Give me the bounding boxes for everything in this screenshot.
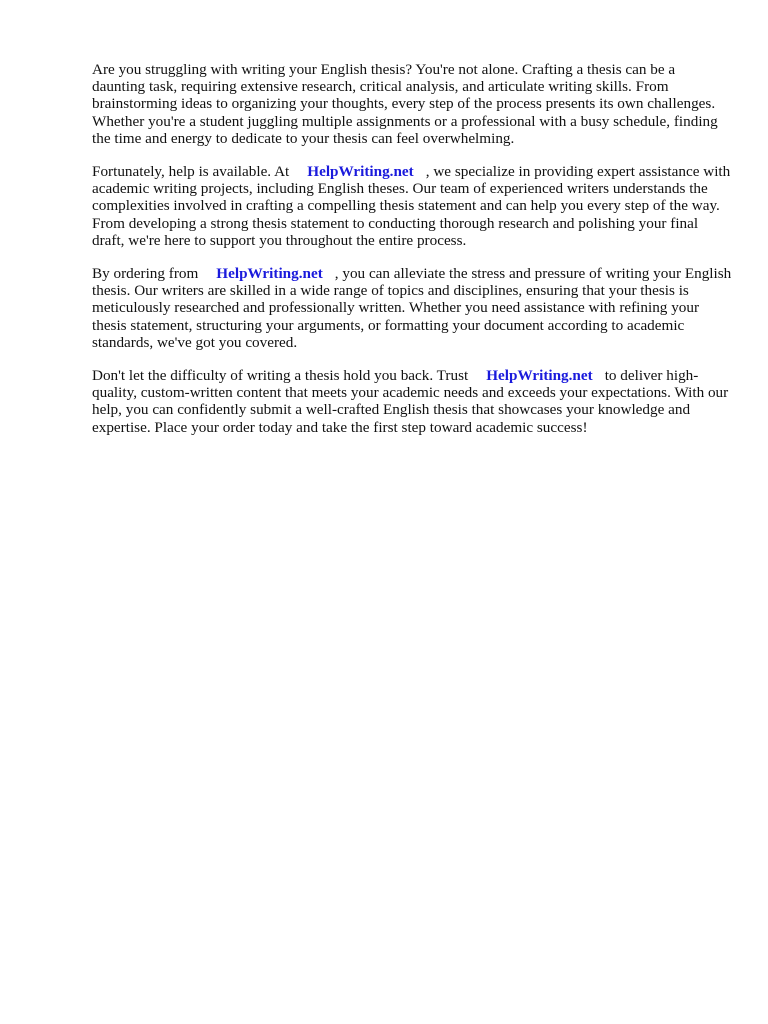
paragraph-intro (92, 61, 732, 147)
helpwriting-link[interactable]: HelpWriting.net (216, 265, 323, 283)
paragraph-text-after: , we specialize in providing expert assistance with academic writing projects, including English theses. Our team of experienced writers understands the complexities involved in crafting a compelling thesis statement and can help you every step of the way. From developing a strong thesis statement to conducting thorough research and polishing your final draft, we're here to support you throughout the entire process. (92, 163, 731, 249)
helpwriting-link[interactable]: HelpWriting.net (307, 163, 414, 181)
paragraph-text: Are you struggling with writing your English thesis? You're not alone. Crafting a thesis can be a daunting task, requiring extensive research, critical analysis, and articulate writing skills. From brainstorming ideas to organizing your thoughts, every step of the process presents its own challenges. Whether you're a student juggling multiple assignments or a professional with a busy schedule, finding the time and energy to dedicate to your thesis can feel overwhelming. (92, 61, 718, 147)
paragraph-text-before: Don't let the difficulty of writing a thesis hold you back. Trust (92, 367, 469, 385)
document-body (92, 61, 732, 452)
paragraph-text-after: to deliver high-quality, custom-written content that meets your academic needs and exceeds your expectations. With our help, you can confidently submit a well-crafted English thesis that showcases your knowledge and expertise. Place your order today and take the first step toward academic success! (92, 367, 729, 436)
paragraph-help-available (92, 163, 732, 249)
paragraph-text-before: Fortunately, help is available. At (92, 163, 290, 181)
paragraph-call-to-action (92, 367, 732, 436)
paragraph-text-before: By ordering from (92, 265, 199, 283)
helpwriting-link[interactable]: HelpWriting.net (486, 367, 593, 385)
paragraph-ordering (92, 265, 732, 351)
paragraph-text-after: , you can alleviate the stress and pressure of writing your English thesis. Our writers are skilled in a wide range of topics and disciplines, ensuring that your thesis is meticulously researched and professionally written. Whether you need assistance with refining your thesis statement, structuring your arguments, or formatting your document according to academic standards, we've got you covered. (92, 265, 732, 351)
